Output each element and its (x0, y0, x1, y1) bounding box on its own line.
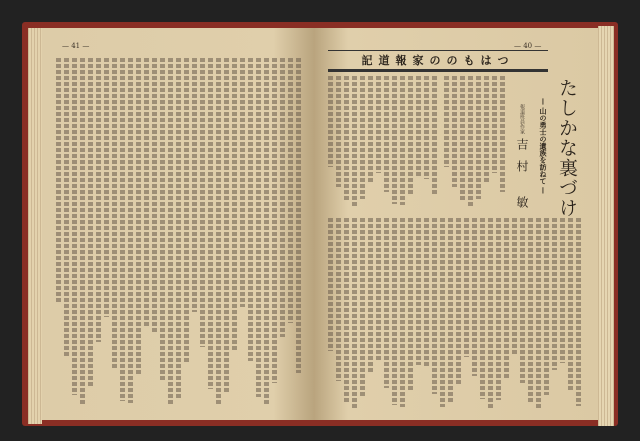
page-number-right: — 40 — (514, 42, 542, 50)
text-column (384, 76, 389, 192)
text-column (376, 218, 381, 360)
text-column (520, 218, 525, 383)
text-column (280, 58, 285, 337)
right-page (314, 28, 598, 420)
text-column (536, 218, 541, 408)
text-column (400, 218, 405, 407)
text-column (440, 218, 445, 407)
text-column (368, 218, 373, 373)
text-column (552, 218, 557, 370)
text-column (408, 218, 413, 392)
text-column (568, 218, 573, 390)
text-column (472, 218, 477, 376)
text-column (80, 58, 85, 406)
text-column (376, 76, 381, 173)
text-column (344, 76, 349, 202)
text-column (360, 76, 365, 199)
text-column (64, 58, 69, 356)
text-column (576, 218, 581, 406)
text-column (460, 76, 465, 202)
text-column (424, 76, 429, 179)
text-column (504, 218, 509, 378)
article-title: たしかな裏づけ (556, 78, 578, 218)
text-column (476, 76, 481, 199)
text-column (184, 58, 189, 364)
page-number-left: — 41 — (62, 42, 90, 50)
text-column (168, 58, 173, 404)
page-edges-left (28, 28, 42, 424)
text-column (400, 76, 405, 205)
text-column (264, 58, 269, 405)
text-column (560, 218, 565, 363)
text-column (328, 218, 333, 351)
text-column (360, 218, 365, 397)
article-subtitle: — 山の勇士の遺族を訪ねて — (539, 98, 548, 194)
text-column (128, 58, 133, 403)
page-edges-right (598, 26, 614, 426)
text-column (288, 58, 293, 323)
text-column (392, 218, 397, 405)
left-page (42, 28, 314, 420)
text-column (544, 218, 549, 395)
body-text-left (56, 58, 306, 406)
text-column (208, 58, 213, 389)
author-name: 吉村 敏 (515, 138, 529, 218)
text-column (344, 218, 349, 402)
text-column (224, 58, 229, 392)
text-column (176, 58, 181, 399)
text-column (144, 58, 149, 327)
text-column (480, 218, 485, 399)
text-column (104, 58, 109, 317)
text-column (444, 76, 449, 167)
text-column (56, 58, 61, 302)
text-column (492, 76, 497, 173)
text-column (456, 218, 461, 385)
text-column (256, 58, 261, 397)
body-text-right-top (444, 76, 510, 206)
text-column (512, 218, 517, 354)
text-column (88, 58, 93, 386)
text-column (416, 76, 421, 177)
text-column (432, 76, 437, 196)
text-column (484, 76, 489, 182)
text-column (352, 76, 357, 206)
text-column (392, 76, 397, 204)
text-column (424, 218, 429, 368)
text-column (384, 218, 389, 388)
text-column (296, 58, 301, 373)
text-column (336, 218, 341, 381)
series-header-text: つはものの家報道記 (361, 54, 515, 67)
text-column (488, 218, 493, 408)
text-column (528, 218, 533, 403)
text-column (336, 76, 341, 187)
text-column (112, 58, 117, 369)
text-column (496, 218, 501, 400)
text-column (136, 58, 141, 376)
text-column (328, 76, 333, 167)
text-column (216, 58, 221, 406)
text-column (160, 58, 165, 380)
text-column (368, 76, 373, 182)
text-column (464, 218, 469, 357)
text-column (352, 218, 357, 408)
text-column (448, 218, 453, 404)
text-column (240, 58, 245, 307)
body-text-right-bottom (328, 218, 584, 408)
text-column (152, 58, 157, 333)
text-column (432, 218, 437, 394)
text-column (192, 58, 197, 312)
text-column (452, 76, 457, 187)
body-text-right-middle (328, 76, 438, 206)
series-header (328, 50, 548, 72)
text-column (408, 76, 413, 195)
text-column (500, 76, 505, 192)
text-column (248, 58, 253, 361)
author-role: 報道班員作家 (519, 104, 525, 134)
text-column (468, 76, 473, 206)
text-column (232, 58, 237, 351)
text-column (72, 58, 77, 395)
text-column (272, 58, 277, 383)
text-column (120, 58, 125, 401)
text-column (96, 58, 101, 342)
text-column (416, 218, 421, 365)
text-column (200, 58, 205, 347)
